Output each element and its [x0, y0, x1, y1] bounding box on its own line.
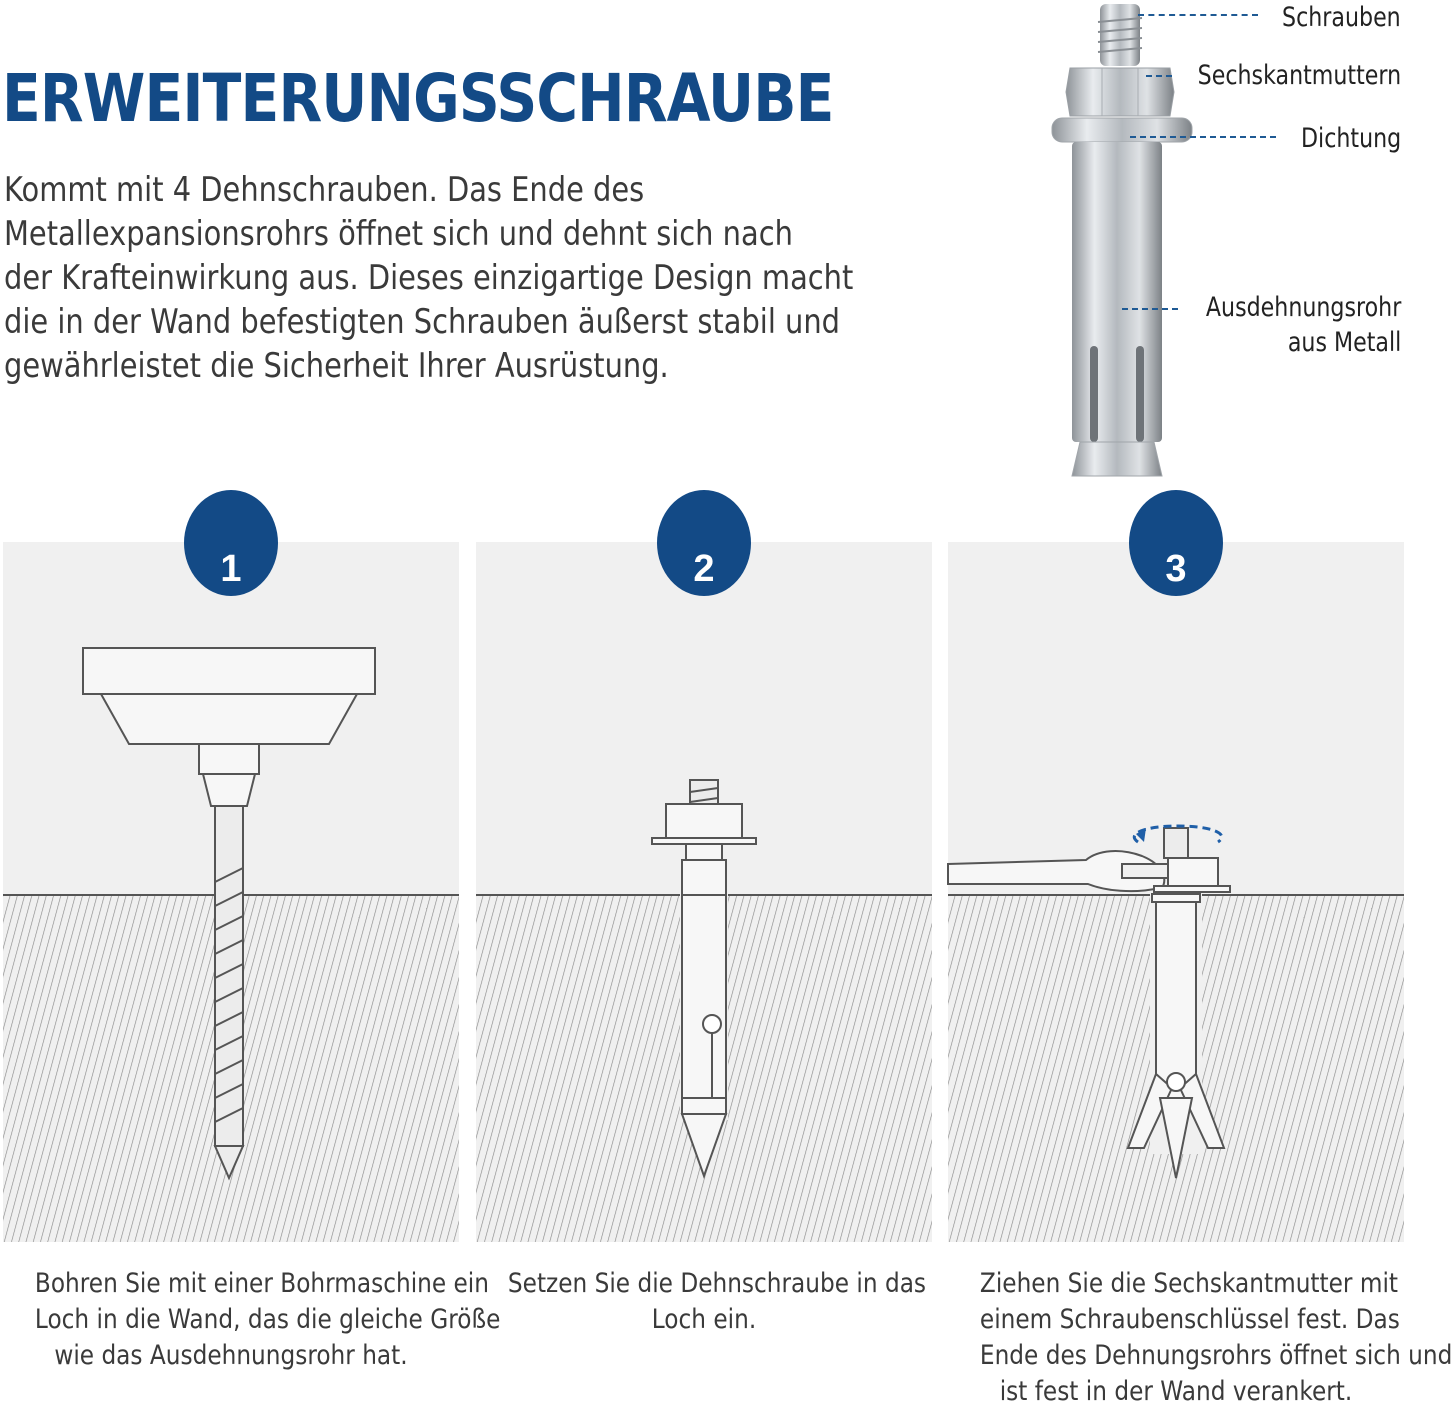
caption-line: Setzen Sie die Dehnschraube in das	[507, 1268, 927, 1299]
step-2-panel	[476, 542, 932, 1242]
intro-line: der Krafteinwirkung aus. Dieses einzigartige Design macht	[4, 258, 854, 298]
step-number-badge: 1	[184, 490, 278, 596]
caption-line: einem Schraubenschlüssel fest. Das	[979, 1304, 1400, 1335]
expansion-bolt-image	[1040, 0, 1210, 490]
step-2-caption	[507, 1266, 927, 1338]
step-number-badge: 3	[1129, 490, 1223, 596]
cone-end	[1072, 442, 1162, 476]
intro-line: Kommt mit 4 Dehnschrauben. Das Ende des	[4, 170, 645, 210]
metal-sleeve	[1072, 142, 1162, 442]
callout-sleeve	[1206, 290, 1401, 360]
sleeve	[1156, 900, 1196, 1100]
caption-line: Ende des Dehnungsrohrs öffnet sich und	[979, 1340, 1452, 1371]
drill-illustration	[3, 542, 459, 1242]
washer	[1052, 118, 1192, 142]
intro-line: die in der Wand befestigten Schrauben äußerst stabil und	[4, 302, 841, 342]
intro-line: Metallexpansionsrohrs öffnet sich und dehnt sich nach	[4, 214, 793, 254]
callout-sleeve-line: Ausdehnungsrohr	[1205, 292, 1401, 323]
caption-line: ist fest in der Wand verankert.	[999, 1376, 1353, 1407]
page-title: ERWEITERUNGSSCHRAUBE	[2, 60, 834, 137]
step-3-panel	[948, 542, 1404, 1242]
step-number-badge: 2	[657, 490, 751, 596]
caption-line: wie das Ausdehnungsrohr hat.	[54, 1340, 408, 1371]
intro-line: gewährleistet die Sicherheit Ihrer Ausrüstung.	[4, 346, 669, 386]
callout-washer: Dichtung	[1300, 123, 1401, 154]
step-1-caption	[34, 1266, 501, 1374]
step-3-caption	[979, 1266, 1452, 1410]
caption-line: Bohren Sie mit einer Bohrmaschine ein	[34, 1268, 489, 1299]
callout-sleeve-line: aus Metall	[1287, 327, 1401, 358]
insert-bolt-illustration	[476, 542, 932, 1242]
callout-bolt: Schrauben	[1282, 2, 1401, 33]
bolt-thread	[1100, 4, 1140, 66]
caption-line: Loch in die Wand, das die gleiche Größe	[34, 1304, 501, 1335]
intro-text	[4, 168, 854, 388]
step-1-panel	[3, 542, 459, 1242]
caption-line: Ziehen Sie die Sechskantmutter mit	[979, 1268, 1399, 1299]
callout-nut: Sechskantmuttern	[1197, 60, 1401, 91]
tighten-nut-illustration	[948, 542, 1404, 1242]
caption-line: Loch ein.	[651, 1304, 757, 1335]
